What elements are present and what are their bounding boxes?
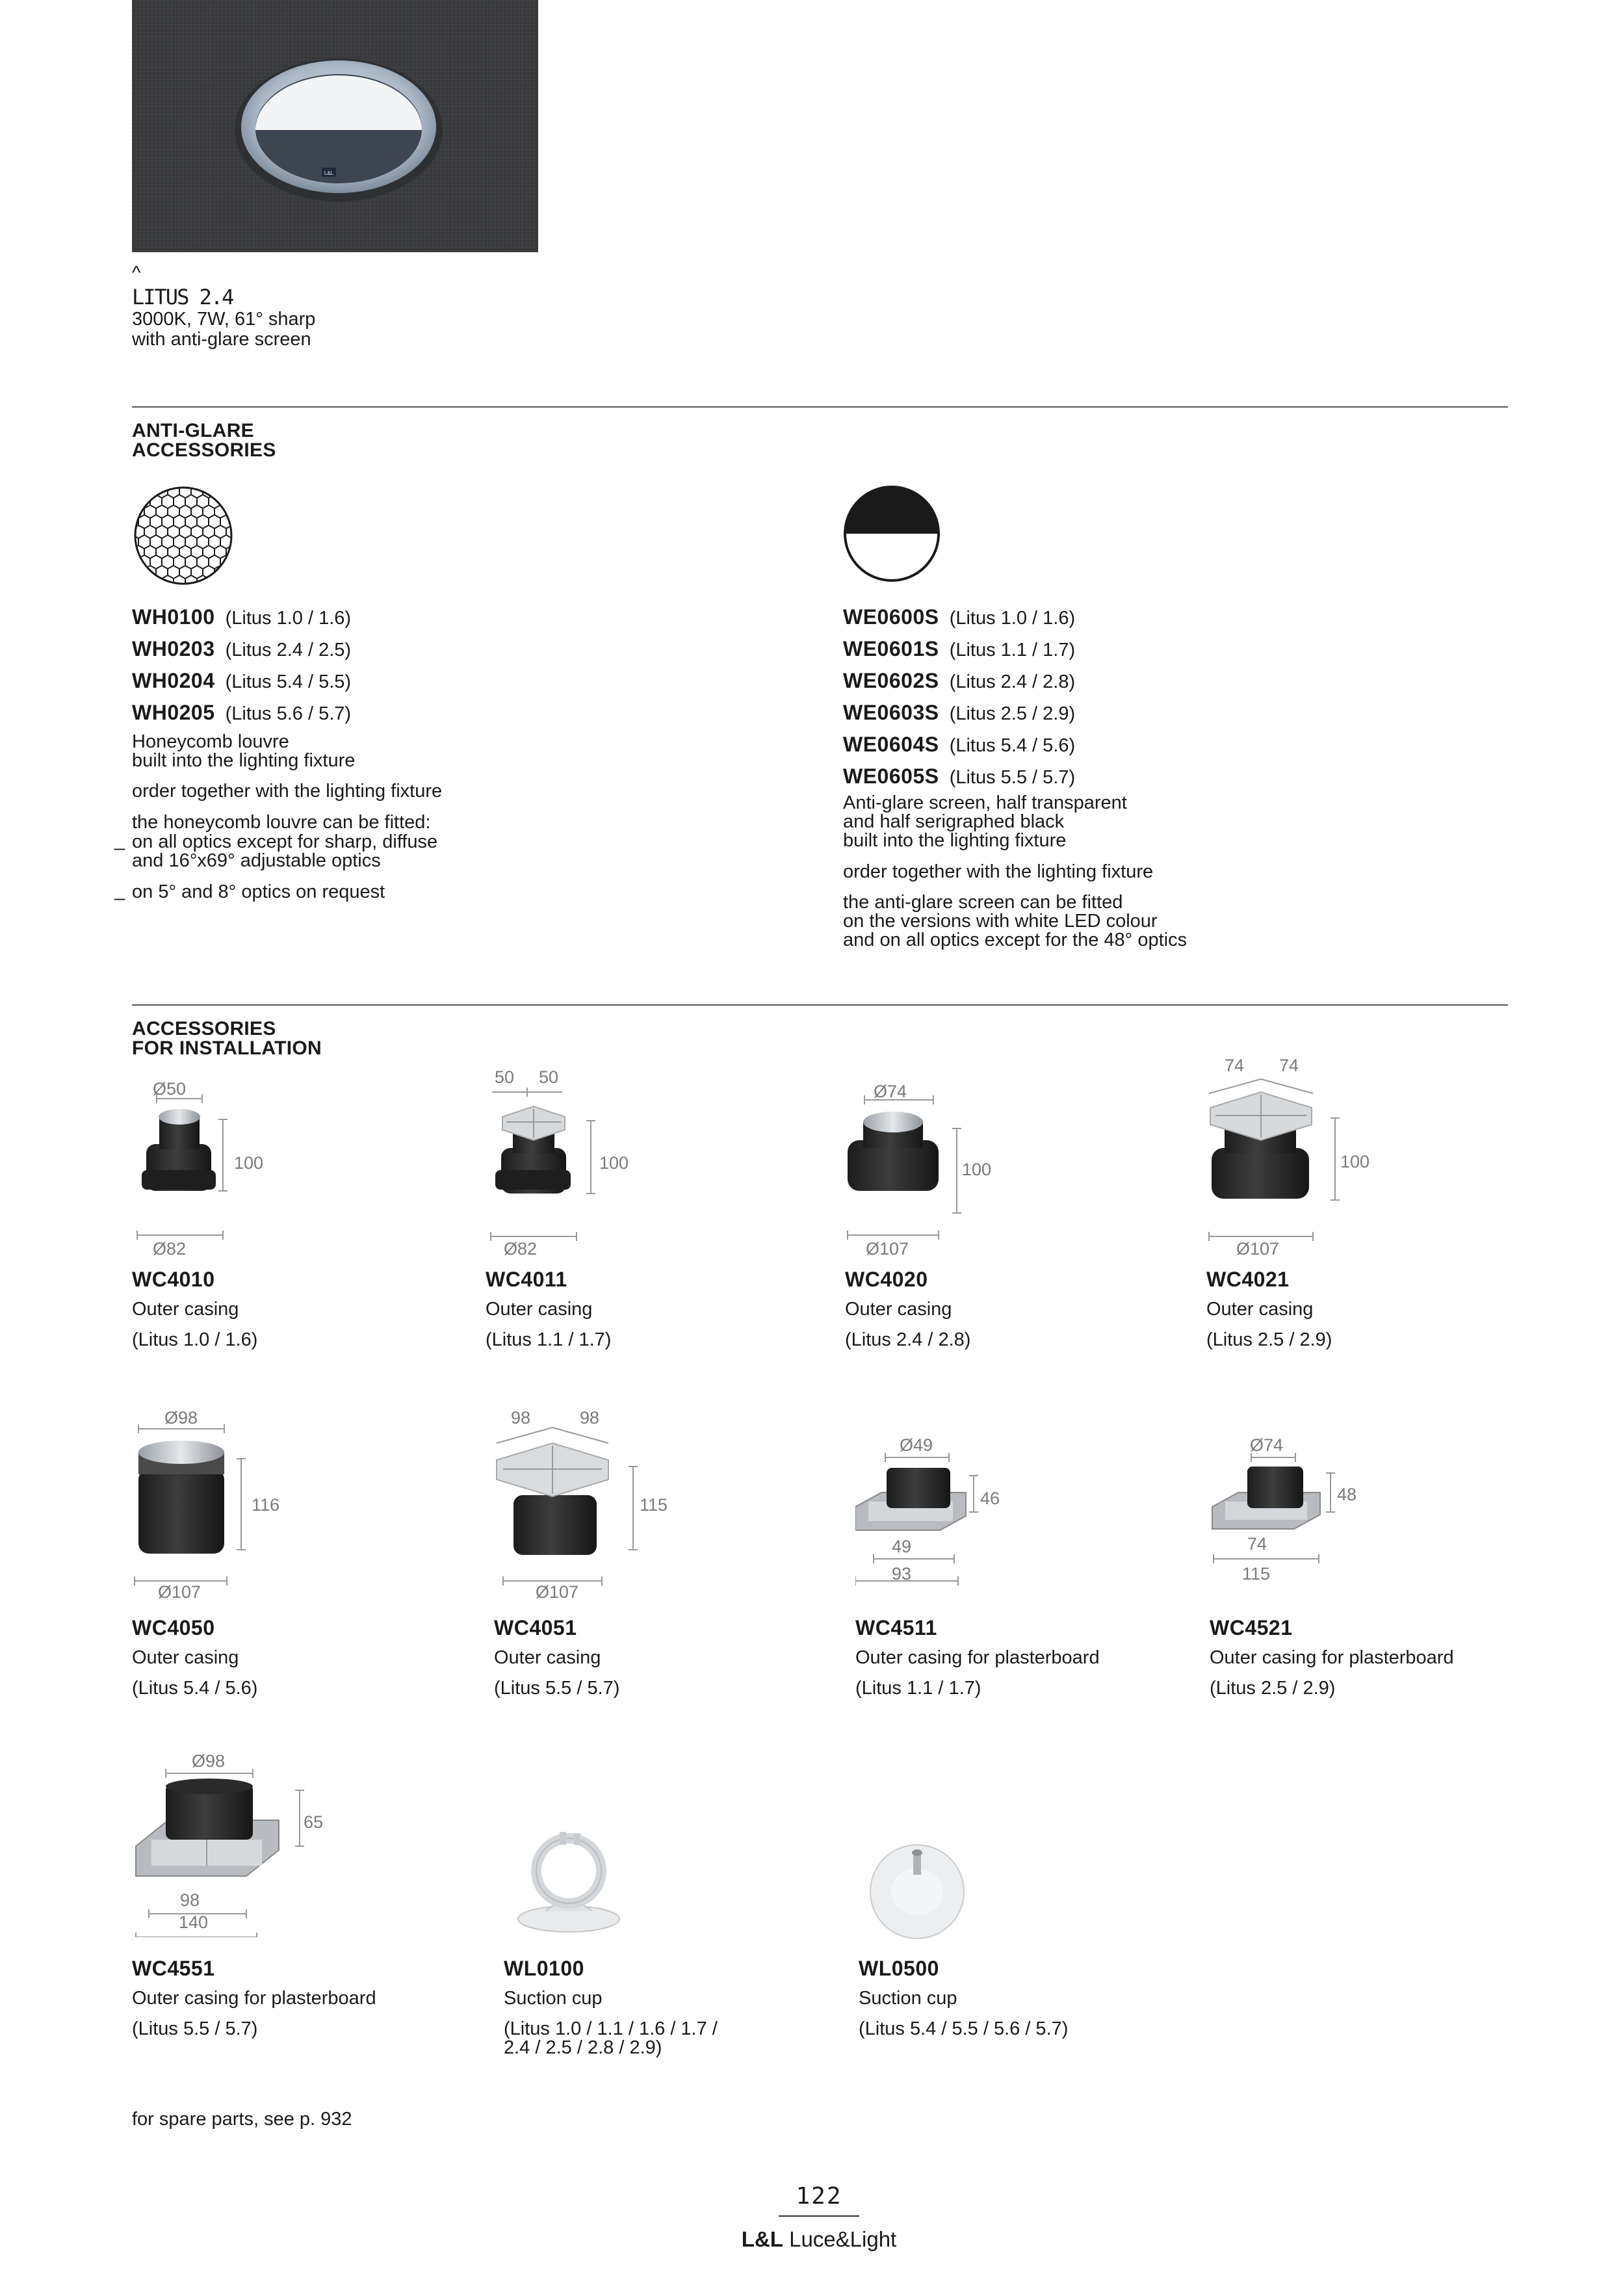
- item-desc: (Litus 2.4 / 2.5): [225, 640, 352, 660]
- product-name: Outer casing: [845, 1299, 952, 1320]
- dim-label: 46: [980, 1489, 1000, 1508]
- honeycomb-louvre-icon: [133, 485, 234, 586]
- product-name: Outer casing for plasterboard: [132, 1988, 376, 2009]
- wc4011-drawing: [486, 1066, 655, 1242]
- product-fit: (Litus 1.1 / 1.7): [486, 1329, 612, 1350]
- anti-glare-screen-code-list: [843, 607, 1075, 798]
- honeycomb-fit-bullet-2: on 5° and 8° optics on request: [132, 881, 385, 902]
- product-code: WC4551: [132, 1957, 215, 1980]
- item-code: WE0601S: [843, 637, 939, 660]
- product-wc4551: [132, 1749, 418, 2039]
- screen-fit-note: the anti-glare screen can be fitted: [843, 892, 1123, 913]
- list-item: [843, 703, 1075, 724]
- item-desc: (Litus 1.0 / 1.6): [949, 608, 1076, 629]
- product-fit: (Litus 5.4 / 5.5 / 5.6 / 5.7): [859, 2018, 1069, 2039]
- product-wc4021: [1206, 1053, 1492, 1359]
- hero-spec-line: 3000K, 7W, 61° sharp: [132, 309, 316, 330]
- item-code: WH0100: [132, 605, 215, 629]
- product-fit: (Litus 5.5 / 5.7): [132, 2018, 258, 2039]
- dim-label: Ø49: [900, 1435, 933, 1455]
- item-desc: (Litus 5.4 / 5.6): [949, 735, 1076, 756]
- screen-desc: Anti-glare screen, half transparent: [843, 792, 1127, 813]
- dim-label: 48: [1337, 1485, 1357, 1504]
- list-item: [843, 639, 1075, 660]
- product-wc4010: [132, 1073, 405, 1359]
- dim-label: 115: [640, 1495, 668, 1515]
- wc4021-drawing: [1206, 1053, 1388, 1242]
- dim-label: 100: [962, 1160, 992, 1179]
- product-fit: (Litus 2.4 / 2.8): [845, 1329, 971, 1350]
- honeycomb-code-list: [132, 607, 351, 735]
- honeycomb-desc: Honeycomb louvre: [132, 731, 289, 752]
- list-item: [132, 671, 351, 692]
- screen-order-note: order together with the lighting fixture: [843, 861, 1154, 882]
- dim-label: 98: [580, 1408, 600, 1428]
- screen-desc-3: built into the lighting fixture: [843, 830, 1067, 851]
- product-wc4051: [494, 1404, 767, 1703]
- product-fit: (Litus 1.0 / 1.1 / 1.6 / 1.7 /: [504, 2018, 718, 2039]
- dim-label: 115: [1242, 1564, 1271, 1584]
- product-fit: (Litus 2.5 / 2.9): [1206, 1329, 1332, 1350]
- item-code: WE0600S: [843, 605, 939, 629]
- honeycomb-desc-2: built into the lighting fixture: [132, 750, 356, 771]
- product-fit: (Litus 5.4 / 5.6): [132, 1678, 258, 1699]
- product-code: WC4020: [845, 1268, 928, 1291]
- dim-label: Ø74: [874, 1082, 907, 1101]
- hero-logo-text: L&L: [324, 170, 334, 176]
- product-name: Outer casing: [486, 1299, 593, 1320]
- dim-label: Ø82: [504, 1239, 538, 1259]
- dim-label: 100: [1340, 1152, 1370, 1171]
- dim-label: Ø107: [158, 1582, 201, 1602]
- list-item: [843, 671, 1075, 692]
- dim-label: Ø82: [153, 1239, 187, 1259]
- wc4521-drawing: [1210, 1430, 1392, 1599]
- section-divider: [132, 1004, 1508, 1006]
- product-photo: [132, 0, 538, 252]
- item-desc: (Litus 5.6 / 5.7): [225, 703, 352, 724]
- product-fit: (Litus 1.0 / 1.6): [132, 1329, 258, 1350]
- product-name: Outer casing for plasterboard: [855, 1647, 1100, 1668]
- dim-label: 74: [1279, 1056, 1299, 1075]
- item-desc: (Litus 1.0 / 1.6): [225, 608, 352, 629]
- product-name: Outer casing: [132, 1299, 239, 1320]
- list-item: [132, 639, 351, 660]
- dim-label: 74: [1225, 1056, 1245, 1075]
- dim-label: 74: [1247, 1534, 1267, 1554]
- item-code: WH0203: [132, 637, 215, 660]
- list-item: [843, 735, 1075, 756]
- section-divider: [132, 406, 1508, 408]
- anti-glare-heading-line2: ACCESSORIES: [132, 439, 276, 461]
- item-code: WH0205: [132, 701, 215, 724]
- product-code: WC4011: [486, 1268, 567, 1291]
- honeycomb-fit-bullet-1-cont: and 16°x69° adjustable optics: [132, 850, 381, 871]
- honeycomb-order-note: order together with the lighting fixture: [132, 781, 443, 802]
- product-fit: (Litus 1.1 / 1.7): [855, 1678, 981, 1699]
- dim-label: 50: [539, 1067, 559, 1087]
- list-item: [132, 703, 351, 724]
- product-wc4011: [486, 1066, 759, 1359]
- product-wc4020: [845, 1073, 1118, 1359]
- suction-cup-disc-icon: [859, 1814, 989, 1944]
- dim-label: 100: [599, 1153, 629, 1173]
- page-number: 122: [796, 2183, 842, 2210]
- spare-parts-note: for spare parts, see p. 932: [132, 2109, 352, 2130]
- product-fit: (Litus 5.5 / 5.7): [494, 1678, 620, 1699]
- screen-desc-2: and half serigraphed black: [843, 811, 1065, 832]
- dim-label: Ø74: [1250, 1435, 1284, 1455]
- item-desc: (Litus 5.4 / 5.5): [225, 672, 352, 692]
- item-code: WE0605S: [843, 764, 939, 788]
- item-code: WE0602S: [843, 669, 939, 692]
- list-item: [843, 766, 1075, 788]
- product-code: WC4021: [1206, 1268, 1290, 1291]
- wc4511-drawing: [855, 1430, 1037, 1599]
- installation-heading-line1: ACCESSORIES: [132, 1018, 276, 1039]
- bullet-mark: _: [114, 830, 125, 851]
- product-name: Outer casing: [1206, 1299, 1314, 1320]
- product-code: WL0100: [504, 1957, 584, 1980]
- footer-divider: [779, 2215, 859, 2217]
- product-wl0100: [504, 1814, 790, 2074]
- dim-label: 93: [892, 1564, 912, 1584]
- dim-label: Ø98: [164, 1408, 198, 1428]
- screen-fit-note-3: and on all optics except for the 48° optics: [843, 930, 1188, 950]
- footer-brand: [715, 2227, 923, 2252]
- dim-label: 98: [180, 1890, 200, 1910]
- hero-title: LITUS 2.4: [132, 285, 233, 309]
- product-wc4050: [132, 1404, 405, 1703]
- hero-spec-line-2: with anti-glare screen: [132, 329, 311, 350]
- honeycomb-fit-bullet-1: on all optics except for sharp, diffuse: [132, 831, 438, 852]
- bullet-mark: _: [114, 880, 125, 901]
- dim-label: 65: [304, 1812, 324, 1832]
- product-name: Outer casing: [494, 1647, 601, 1668]
- wc4551-drawing: [132, 1749, 327, 1937]
- dim-label: 50: [495, 1067, 515, 1087]
- dim-label: Ø107: [536, 1582, 579, 1602]
- product-code: WC4050: [132, 1616, 215, 1639]
- dim-label: Ø107: [1236, 1239, 1280, 1259]
- product-wl0500: [859, 1814, 1145, 2074]
- product-code: WL0500: [859, 1957, 939, 1980]
- screen-fit-note-2: on the versions with white LED colour: [843, 911, 1158, 932]
- item-desc: (Litus 1.1 / 1.7): [949, 640, 1076, 660]
- item-code: WE0604S: [843, 733, 939, 756]
- product-code: WC4511: [855, 1616, 937, 1639]
- item-code: WE0603S: [843, 701, 939, 724]
- product-code: WC4010: [132, 1268, 215, 1291]
- dim-label: 140: [179, 1912, 209, 1932]
- dim-label: 116: [252, 1495, 280, 1515]
- product-name: Suction cup: [859, 1988, 957, 2009]
- dim-label: 49: [892, 1537, 912, 1556]
- anti-glare-heading-line1: ANTI-GLARE: [132, 420, 254, 441]
- item-desc: (Litus 5.5 / 5.7): [949, 767, 1076, 788]
- hero-caret: ^: [132, 263, 141, 283]
- list-item: [132, 607, 351, 629]
- suction-cup-ring-icon: [504, 1814, 634, 1944]
- product-name: Outer casing for plasterboard: [1210, 1647, 1454, 1668]
- brand-bold: L&L: [741, 2227, 783, 2251]
- dim-label: 100: [234, 1153, 264, 1173]
- product-fit-cont: 2.4 / 2.5 / 2.8 / 2.9): [504, 2037, 662, 2058]
- product-fit: (Litus 2.5 / 2.9): [1210, 1678, 1336, 1699]
- product-code: WC4521: [1210, 1616, 1293, 1639]
- half-screen-icon: [843, 485, 941, 582]
- product-code: WC4051: [494, 1616, 577, 1639]
- wc4020-drawing: [845, 1073, 1014, 1242]
- honeycomb-fit-intro: the honeycomb louvre can be fitted:: [132, 812, 431, 833]
- dim-label: Ø50: [153, 1079, 187, 1099]
- item-desc: (Litus 2.5 / 2.9): [949, 703, 1076, 724]
- dim-label: Ø98: [192, 1751, 226, 1771]
- list-item: [843, 607, 1075, 629]
- product-wc4511: [855, 1430, 1141, 1703]
- product-name: Outer casing: [132, 1647, 239, 1668]
- dim-label: 98: [511, 1408, 531, 1428]
- product-name: Suction cup: [504, 1988, 603, 2009]
- brand-rest: Luce&Light: [783, 2227, 897, 2251]
- item-code: WH0204: [132, 669, 215, 692]
- item-desc: (Litus 2.4 / 2.8): [949, 672, 1076, 692]
- installation-heading-line2: FOR INSTALLATION: [132, 1037, 322, 1059]
- product-wc4521: [1210, 1430, 1496, 1703]
- dim-label: Ø107: [866, 1239, 909, 1259]
